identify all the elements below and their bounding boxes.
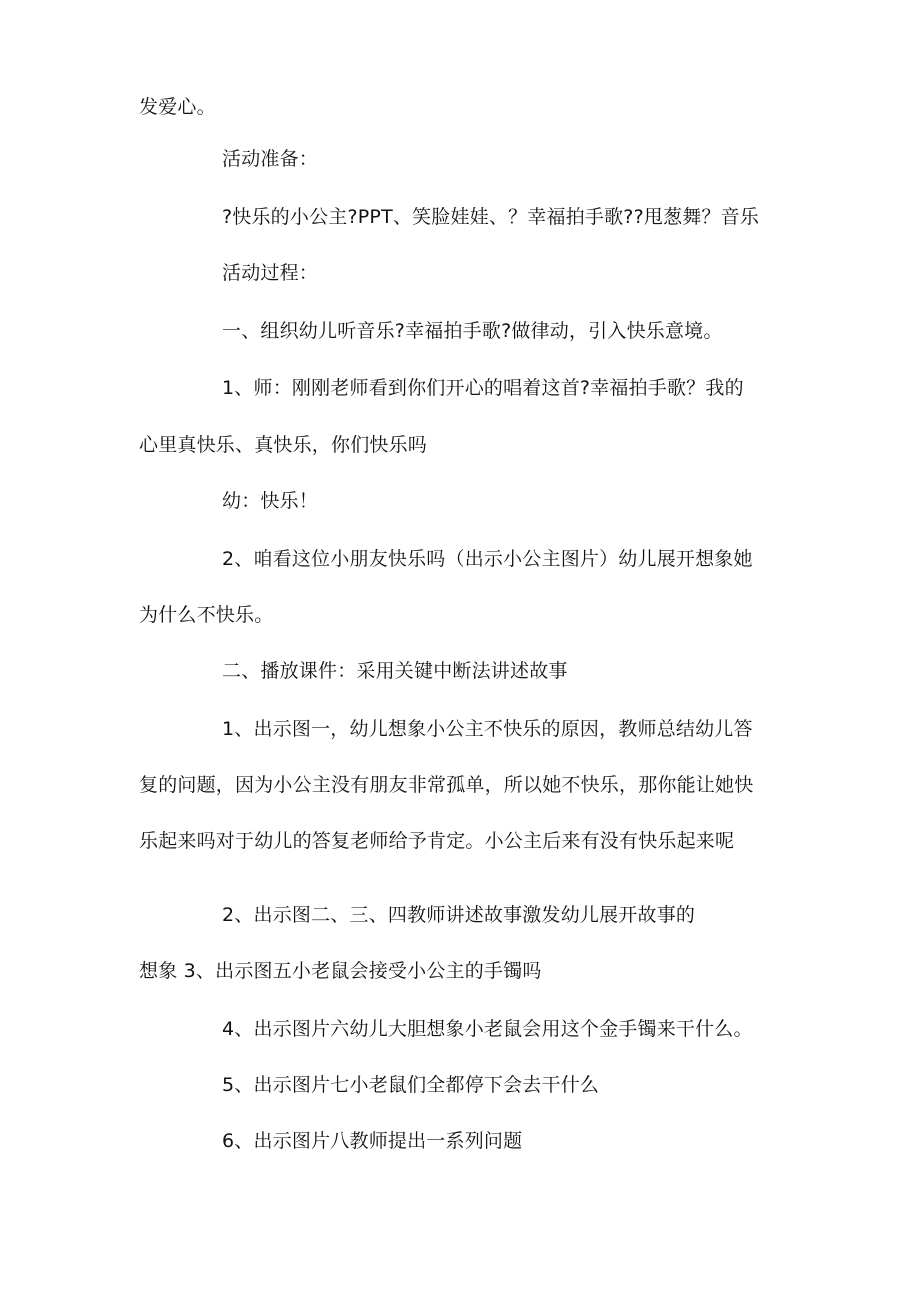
text-line-8: 幼：快乐！ bbox=[222, 490, 319, 512]
text-line-18: 5、出示图片七小老鼠们全都停下会去干什么 bbox=[222, 1074, 600, 1096]
text-line-10: 为什么不快乐。 bbox=[139, 604, 274, 626]
text-line-19: 6、出示图片八教师提出一系列问题 bbox=[222, 1130, 523, 1152]
text-line-4: 活动过程： bbox=[222, 262, 319, 284]
text-line-13: 复的问题，因为小公主没有朋友非常孤单，所以她不快乐，那你能让她快 bbox=[139, 774, 754, 796]
text-line-7: 心里真快乐、真快乐，你们快乐吗 bbox=[139, 434, 428, 456]
text-line-17: 4、出示图片六幼儿大胆想象小老鼠会用这个金手镯来干什么。 bbox=[222, 1018, 753, 1040]
text-line-9: 2、咱看这位小朋友快乐吗（出示小公主图片）幼儿展开想象她 bbox=[222, 548, 753, 570]
text-line-1: 发爱心。 bbox=[139, 96, 216, 118]
text-line-12: 1、出示图一，幼儿想象小公主不快乐的原因，教师总结幼儿答 bbox=[222, 718, 753, 740]
text-line-2: 活动准备： bbox=[222, 148, 319, 170]
text-line-15: 2、出示图二、三、四教师讲述故事激发幼儿展开故事的 bbox=[222, 904, 696, 926]
text-line-16: 想象 3、出示图五小老鼠会接受小公主的手镯吗 bbox=[139, 960, 542, 982]
text-line-6: 1、师：刚刚老师看到你们开心的唱着这首?幸福拍手歌？我的 bbox=[222, 377, 744, 399]
text-line-3: ?快乐的小公主?PPT、笑脸娃娃、？幸福拍手歌??甩葱舞？音乐 bbox=[222, 206, 760, 228]
text-line-14: 乐起来吗对于幼儿的答复老师给予肯定。小公主后来有没有快乐起来呢 bbox=[139, 830, 735, 852]
text-line-11: 二、播放课件：采用关键中断法讲述故事 bbox=[222, 660, 568, 682]
text-line-5: 一、组织幼儿听音乐?幸福拍手歌?做律动，引入快乐意境。 bbox=[222, 320, 723, 342]
